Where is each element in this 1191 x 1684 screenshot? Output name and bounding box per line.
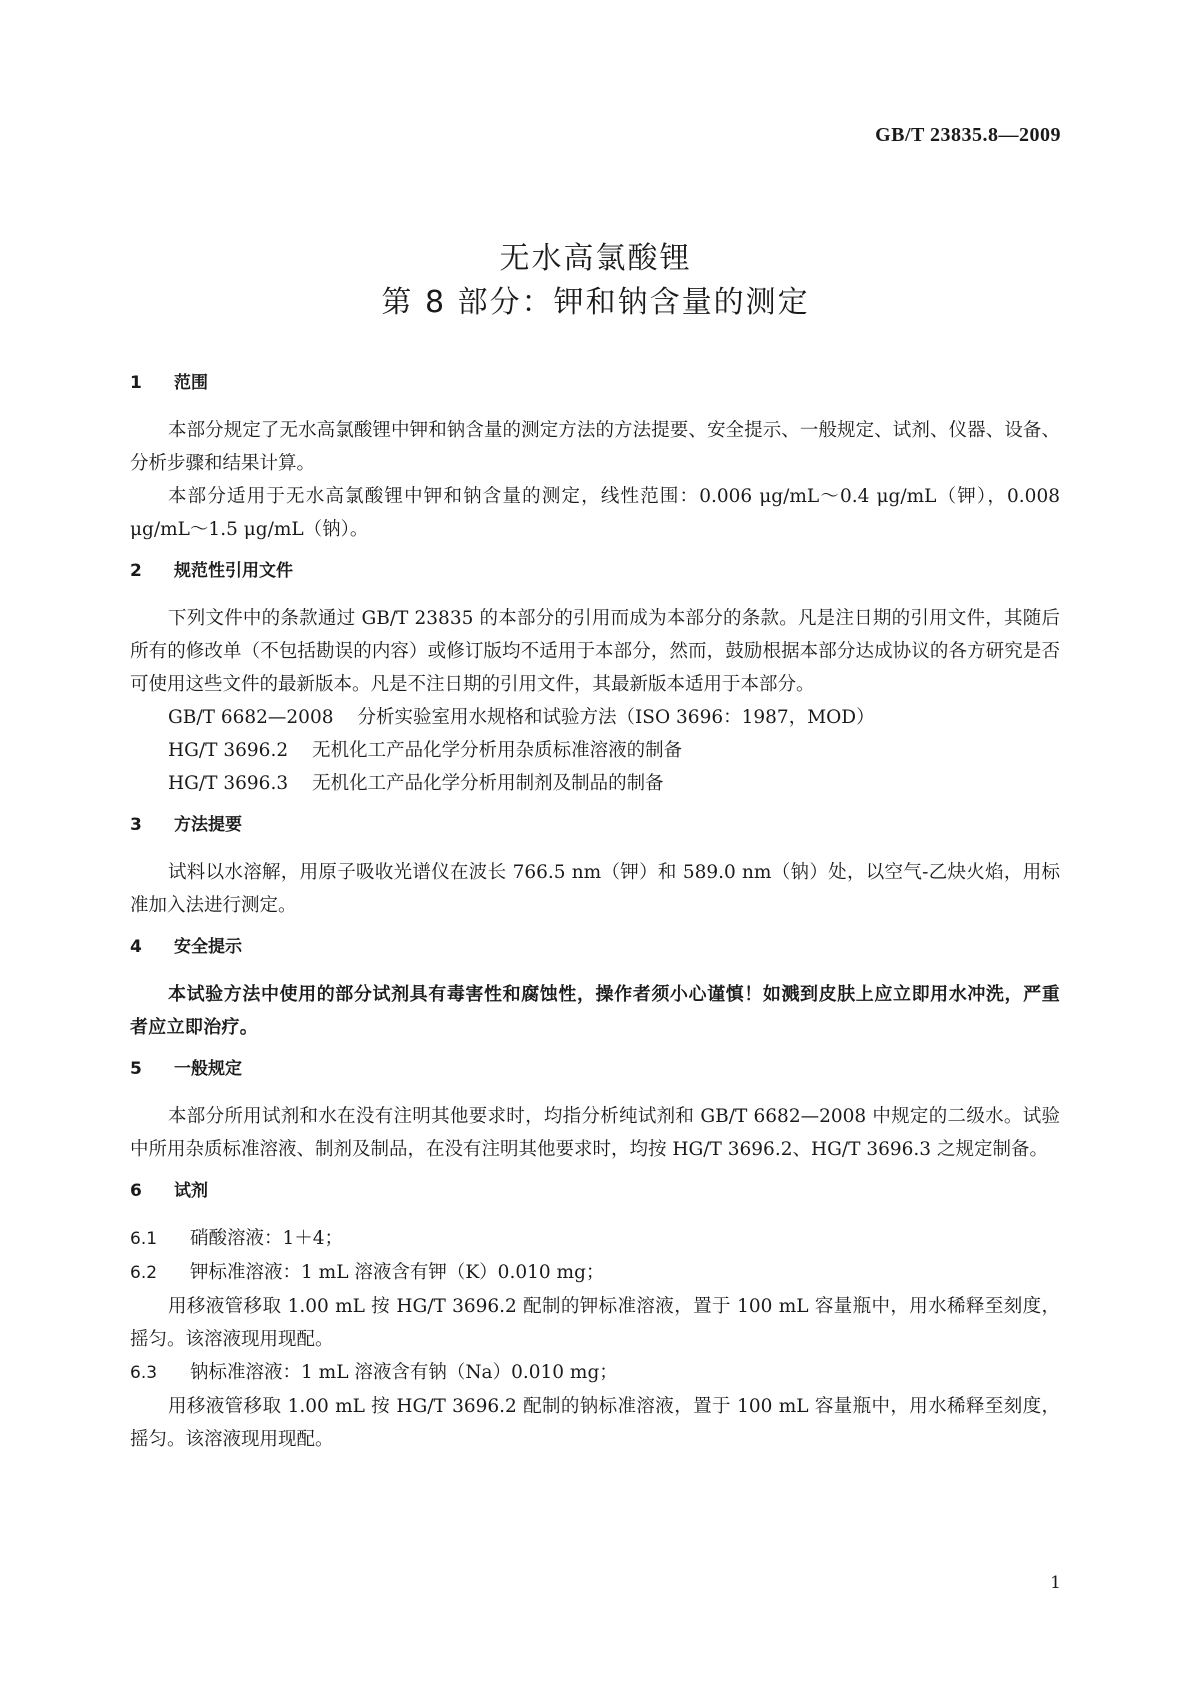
document-body	[130, 368, 1060, 1456]
reference-item	[130, 767, 1060, 800]
paragraph: 下列文件中的条款通过 GB/T 23835 的本部分的引用而成为本部分的条款。凡是注日期的引用文件，其随后所有的修改单（不包括勘误的内容）或修订版均不适用于本部分，然而，鼓励根据本部分达成协议的各方研究是否可使用这些文件的最新版本。凡是不注日期的引用文件，其最新版本适用于本部分。	[130, 608, 1060, 695]
section-title: 一般规定	[174, 1059, 242, 1079]
item-detail: 用移液管移取 1.00 mL 按 HG/T 3696.2 配制的钾标准溶液，置于 100 mL 容量瓶中，用水稀释至刻度，摇匀。该溶液现用现配。	[130, 1296, 1060, 1350]
section-title: 试剂	[174, 1181, 208, 1201]
section-number: 5	[130, 1059, 142, 1079]
paragraph: 本部分所用试剂和水在没有注明其他要求时，均指分析纯试剂和 GB/T 6682—2008 中规定的二级水。试验中所用杂质标准溶液、制剂及制品，在没有注明其他要求时，均按 HG/T 3696.2、HG/T 3696.3 之规定制备。	[130, 1106, 1060, 1160]
section-number: 4	[130, 937, 142, 957]
reference-code: HG/T 3696.2	[168, 740, 289, 761]
section-heading-scope	[130, 368, 1060, 414]
section-heading-general	[130, 1054, 1060, 1100]
section-number: 2	[130, 561, 142, 581]
paragraph: 本部分规定了无水高氯酸锂中钾和钠含量的测定方法的方法提要、安全提示、一般规定、试剂、仪器、设备、分析步骤和结果计算。	[130, 420, 1060, 474]
reference-item	[130, 734, 1060, 767]
section-title: 安全提示	[174, 937, 242, 957]
section-heading-normative-references	[130, 556, 1060, 602]
item-text: 钾标准溶液：1 mL 溶液含有钾（K）0.010 mg；	[190, 1262, 605, 1283]
section-number: 3	[130, 815, 142, 835]
section-heading-reagents	[130, 1176, 1060, 1222]
section-title: 范围	[174, 373, 208, 393]
reference-code: HG/T 3696.3	[168, 773, 289, 794]
section-heading-principle	[130, 810, 1060, 856]
item-text: 钠标准溶液：1 mL 溶液含有钠（Na）0.010 mg；	[190, 1362, 618, 1383]
standard-number: GB/T 23835.8—2009	[875, 124, 1061, 146]
section-heading-safety	[130, 932, 1060, 978]
item-detail: 用移液管移取 1.00 mL 按 HG/T 3696.2 配制的钠标准溶液，置于 100 mL 容量瓶中，用水稀释至刻度，摇匀。该溶液现用现配。	[130, 1396, 1060, 1450]
section-title: 方法提要	[174, 815, 242, 835]
reagent-item	[130, 1256, 1060, 1290]
reagent-item	[130, 1222, 1060, 1256]
item-number: 6.3	[130, 1363, 158, 1383]
page-number: 1	[1050, 1573, 1061, 1593]
section-title: 规范性引用文件	[174, 561, 293, 581]
paragraph: 试料以水溶解，用原子吸收光谱仪在波长 766.5 nm（钾）和 589.0 nm（钠）处，以空气-乙炔火焰，用标准加入法进行测定。	[130, 862, 1060, 916]
document-subtitle: 第 8 部分：钾和钠含量的测定	[381, 285, 810, 320]
paragraph: 本部分适用于无水高氯酸锂中钾和钠含量的测定，线性范围：0.006 μg/mL～0.4 μg/mL（钾），0.008 μg/mL～1.5 μg/mL（钠）。	[130, 486, 1060, 540]
item-number: 6.1	[130, 1229, 158, 1249]
reagent-item	[130, 1356, 1060, 1390]
reference-item	[130, 701, 1060, 734]
item-number: 6.2	[130, 1263, 158, 1283]
reference-code: GB/T 6682—2008	[168, 707, 334, 728]
reference-title: 无机化工产品化学分析用制剂及制品的制备	[312, 773, 664, 794]
safety-warning: 本试验方法中使用的部分试剂具有毒害性和腐蚀性，操作者须小心谨慎！如溅到皮肤上应立即用水冲洗，严重者应立即治疗。	[130, 984, 1060, 1038]
section-number: 1	[130, 373, 142, 393]
reference-title: 分析实验室用水规格和试验方法（ISO 3696：1987，MOD）	[357, 707, 875, 728]
section-number: 6	[130, 1181, 142, 1201]
reference-title: 无机化工产品化学分析用杂质标准溶液的制备	[312, 740, 683, 761]
document-title: 无水高氯酸锂	[499, 241, 692, 276]
item-text: 硝酸溶液：1＋4；	[190, 1228, 344, 1249]
